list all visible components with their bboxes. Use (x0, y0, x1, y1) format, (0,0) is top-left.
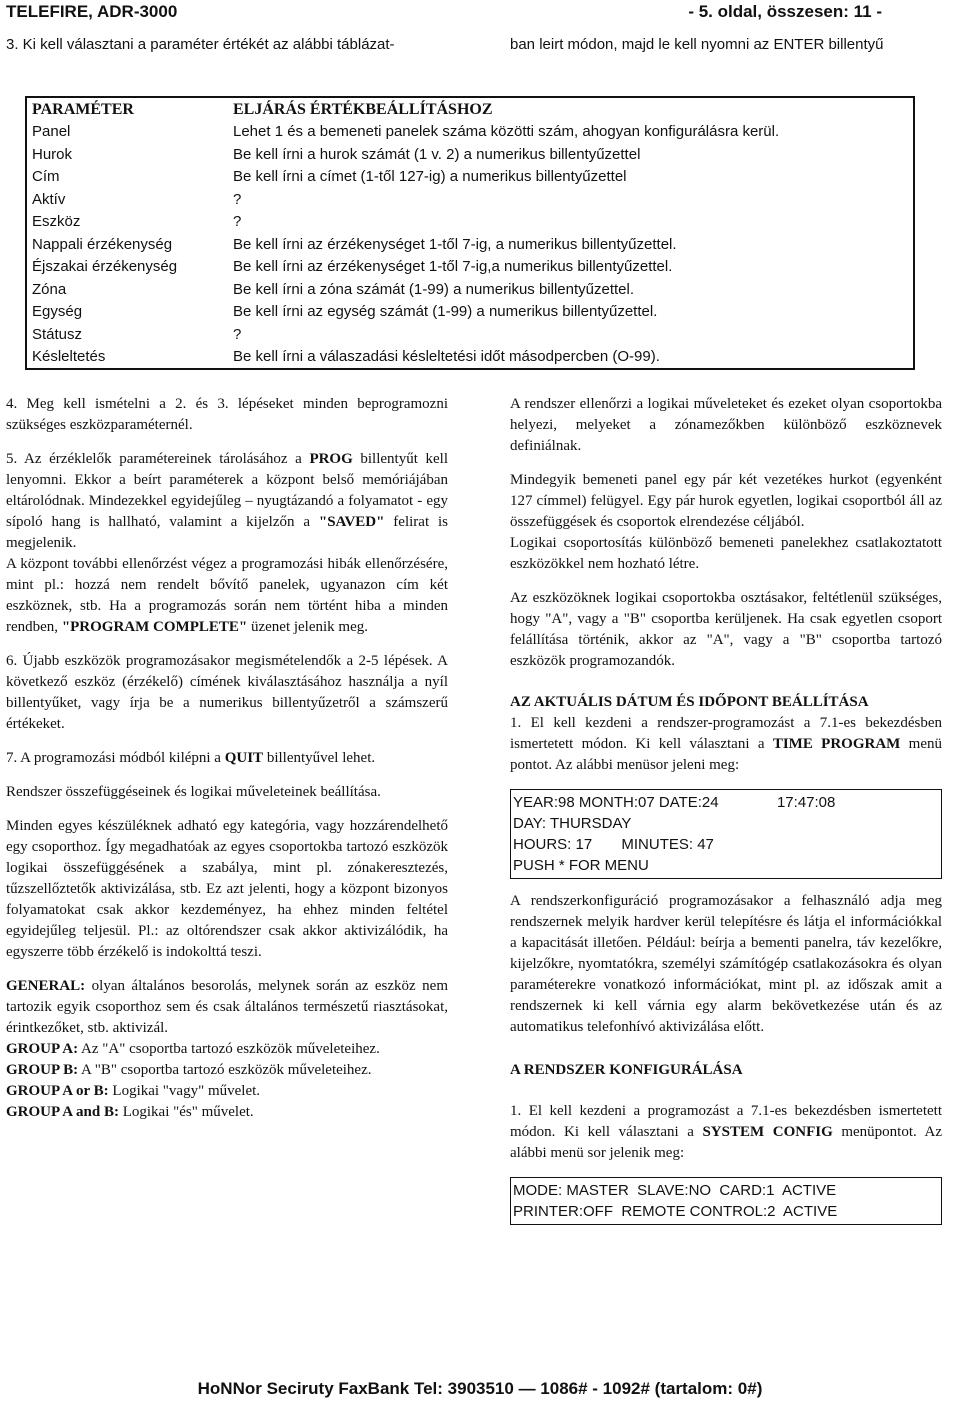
table-header-cell: ELJÁRÁS ÉRTÉKBEÁLLÍTÁSHOZ (233, 100, 493, 118)
procedure-cell: Lehet 1 és a bemeneti panelek száma közötti szám, ahogyan konfigurálásra kerül. (233, 123, 780, 141)
table-row (26, 143, 914, 166)
table-row (26, 323, 914, 346)
group-b-label: GROUP B: (6, 1062, 79, 1078)
procedure-cell: ? (233, 213, 242, 231)
paragraph-group-a (6, 1039, 448, 1060)
parameter-table-body (26, 97, 914, 369)
text-span: A központ további ellenőrzést végez a programozási hibák ellenőrzésére, mint pl.: hozzá nem rendelt bővítő panelek, ugyanazon cím két eszköznek, stb. Ha a programozás során nem történt hiba a minden rendben, (6, 556, 448, 635)
paragraph-logic-title: Rendszer összefüggéseinek és logikai műveleteinek beállítása. (6, 784, 381, 800)
system-config-display (510, 1177, 942, 1225)
table-row (26, 301, 914, 324)
parameter-table (25, 96, 915, 370)
intro-text-right: ban leirt módon, majd le kell nyomni az ENTER billentyű (510, 36, 884, 53)
paragraph-system-config-desc: A rendszerkonfiguráció programozásakor a felhasználó adja meg rendszernek melyik hardver kerül telepítésre és látja el információkkal a kapacitását illetően. Például: beírja a bementi panelra, táv kezelőkre, kijelzőkre, nyomtatókra, személyi számítógép csatlakozásokra és olyan paraméterekre vonatkozó információkat, mint pl. az időszak amit a rendszernek ki kell várnia egy alarm bekövetkezése után és az automatikus telefonhívó aktivizálása előtt. (510, 893, 942, 1035)
procedure-cell: Be kell írni az érzékenységet 1-től 7-ig, a numerikus billentyűzettel. (233, 235, 677, 253)
procedure-cell: Be kell írni a címet (1-től 127-ig) a numerikus billentyűzettel (233, 168, 627, 186)
display-line: HOURS: 17 MINUTES: 47 (513, 836, 714, 853)
display-line: PRINTER:OFF REMOTE CONTROL:2 ACTIVE (513, 1203, 838, 1220)
parameter-name-cell: Egység (32, 303, 83, 321)
program-complete-label: "PROGRAM COMPLETE" (61, 619, 248, 635)
text-span: billentyűt kell lenyomni. Ekkor a beírt paraméterek a központ belső memóriájában eltárolódnak. Mindezekkel egyidejűleg – nyugtázandó a folyamatot - egy sípoló hang is hallható, valamint a kijelzőn a (6, 451, 448, 530)
table-row (26, 121, 914, 144)
paragraph-step-4: 4. Meg kell ismételni a 2. és 3. lépéseket minden beprogramozni szükséges eszközparaméternél. (6, 396, 448, 433)
page-number: - 5. oldal, összesen: 11 - (688, 2, 882, 21)
paragraph-time-program (510, 713, 942, 776)
quit-key-label: QUIT (224, 750, 264, 766)
text-span: 1. El kell kezdeni a programozást a 7.1-es bekezdésben ismertetett módon. Ki kell választani a (510, 1103, 942, 1140)
right-column (510, 394, 942, 1237)
paragraph-logic-desc: Minden egyes készüléknek adható egy kategória, vagy hozzárendelhető egy csoporthoz. Így megadhatóak az egyes csoportokba tartozó eszközök logikai összefüggésének a szabálya, mint pl. zónakeresztezés, tűzszellőztetők aktivizálása, stb. Ez azt jelenti, hogy a központ bizonyos folyamatokat csak akkor kezdeményez, ha ehhez minden feltétel egyidejűleg teljesül. Pl.: az oltórendszer csak akkor aktivizálódik, ha egyszerre több érzékelő is indokolttá teszi. (6, 818, 448, 960)
parameter-name-cell: Hurok (32, 145, 73, 163)
text-span: Az "A" csoportba tartozó eszközök műveleteihez. (78, 1041, 380, 1057)
display-line: YEAR:98 MONTH:07 DATE:24 17:47:08 (513, 794, 836, 811)
paragraph-group-b (6, 1060, 448, 1081)
paragraph-input-panel: Mindegyik bemeneti panel egy pár két vezetékes hurkot (egyenként 127 címmel) felügyel. Egy pár hurok egyetlen, logikai csoportból áll az összefüggések és csoportok elrendezése céljából. (510, 472, 942, 530)
parameter-name-cell: Nappali érzékenység (32, 235, 173, 253)
procedure-cell: Be kell írni az érzékenységet 1-től 7-ig,a numerikus billentyűzettel. (233, 258, 673, 276)
prog-key-label: PROG (309, 451, 353, 467)
table-row (26, 256, 914, 279)
paragraph-group-a-and-b (6, 1102, 448, 1123)
text-span: billentyűvel lehet. (263, 750, 376, 766)
paragraph-step-7 (6, 748, 448, 769)
paragraph-group-assignment: Az eszközöknek logikai csoportokba osztásakor, feltétlenül szükséges, hogy "A", vagy a "B" csoportba kerüljenek. Ha csak egyetlen csoport felállítása történik, akkor az "A", vagy a "B" csoportba tartozó eszközök programozandók. (510, 590, 942, 669)
page-footer: HoNNor Seciruty FaxBank Tel: 3903510 — 1086# - 1092# (tartalom: 0#) (197, 1379, 763, 1398)
section-heading-date-time: AZ AKTUÁLIS DÁTUM ÉS IDŐPONT BEÁLLÍTÁSA (510, 694, 869, 710)
time-program-label: TIME PROGRAM (772, 736, 901, 752)
procedure-cell: Be kell írni a válaszadási késleltetési időt másodpercben (O-99). (233, 348, 660, 366)
parameter-name-cell: Státusz (32, 325, 83, 343)
parameter-name-cell: Éjszakai érzékenység (32, 258, 178, 276)
parameter-name-cell: Cím (32, 168, 60, 186)
table-row (26, 166, 914, 189)
text-span: 7. A programozási módból kilépni a (6, 750, 225, 766)
group-a-or-b-label: GROUP A or B: (6, 1083, 109, 1099)
table-header-row (26, 97, 914, 121)
paragraph-group-a-or-b (6, 1081, 448, 1102)
table-row (26, 278, 914, 301)
table-header-cell: PARAMÉTER (32, 100, 134, 118)
group-a-and-b-label: GROUP A and B: (6, 1104, 119, 1120)
procedure-cell: Be kell írni a hurok számát (1 v. 2) a numerikus billentyűzettel (233, 145, 641, 163)
text-span: Logikai "és" művelet. (118, 1104, 254, 1120)
parameter-name-cell: Zóna (32, 280, 67, 298)
text-span: üzenet jelenik meg. (247, 619, 369, 635)
left-column (6, 394, 448, 1123)
time-menu-display (510, 789, 942, 879)
paragraph-logic-check: A rendszer ellenőrzi a logikai műveleteket és ezeket olyan csoportokba helyezi, melyeket a zónamezőkben különböző eszköznevek definiálnak. (510, 396, 942, 454)
table-row (26, 188, 914, 211)
paragraph-step-6: 6. Újabb eszközök programozásakor megismételendők a 2-5 lépések. A következő eszköz (érzékelő) címének kiválasztásához használja a nyíl billentyűket, vagy írja be a numerikus billentyűzetről a számszerű értékeket. (6, 653, 448, 732)
system-config-label: SYSTEM CONFIG (702, 1124, 833, 1140)
document-header-title: TELEFIRE, ADR-3000 (6, 2, 178, 21)
parameter-name-cell: Eszköz (32, 213, 81, 231)
display-line: MODE: MASTER SLAVE:NO CARD:1 ACTIVE (513, 1182, 837, 1199)
paragraph-general (6, 976, 448, 1039)
paragraph-system-config-step (510, 1101, 942, 1164)
table-row (26, 346, 914, 370)
group-a-label: GROUP A: (6, 1041, 79, 1057)
procedure-cell: ? (233, 190, 242, 208)
text-span: A "B" csoportba tartozó eszközök műveleteihez. (78, 1062, 372, 1078)
parameter-name-cell: Késleltetés (32, 348, 106, 366)
text-span: menü pontot. Az alábbi menüsor jeleni meg: (510, 736, 942, 773)
display-line: PUSH * FOR MENU (513, 857, 649, 874)
text-span: 5. Az érzéklelők paramétereinek tárolásához a (6, 451, 310, 467)
procedure-cell: Be kell írni a zóna számát (1-99) a numerikus billentyűzettel. (233, 280, 635, 298)
display-line: DAY: THURSDAY (513, 815, 632, 832)
section-heading-system-config: A RENDSZER KONFIGURÁLÁSA (510, 1062, 743, 1078)
table-row (26, 233, 914, 256)
general-label: GENERAL: (6, 978, 86, 994)
paragraph-logic-grouping: Logikai csoportosítás különböző bemeneti panelekhez csatlakoztatott eszközökkel nem hozható létre. (510, 535, 942, 572)
paragraph-step-5 (6, 449, 448, 638)
procedure-cell: ? (233, 325, 242, 343)
intro-text-left: 3. Ki kell választani a paraméter értékét az alábbi táblázat- (6, 36, 395, 53)
text-span: olyan általános besorolás, melynek során az eszköz nem tartozik egyik csoporthoz sem és csak általános természetű riasztásokat, érintkezőket, stb. aktivizál. (6, 978, 448, 1036)
saved-message-label: "SAVED" (318, 514, 385, 530)
text-span: 1. El kell kezdeni a rendszer-programozást a 7.1-es bekezdésben ismertetett módon. Ki kell választani a (510, 715, 942, 752)
text-span: felirat is megjelenik. (6, 514, 448, 551)
text-span: Logikai "vagy" művelet. (108, 1083, 261, 1099)
parameter-name-cell: Panel (32, 123, 71, 141)
procedure-cell: Be kell írni az egység számát (1-99) a numerikus billentyűzettel. (233, 303, 658, 321)
text-span: menüpontot. Az alábbi menü sor jelenik meg: (510, 1124, 942, 1161)
parameter-name-cell: Aktív (32, 190, 66, 208)
table-row (26, 211, 914, 234)
